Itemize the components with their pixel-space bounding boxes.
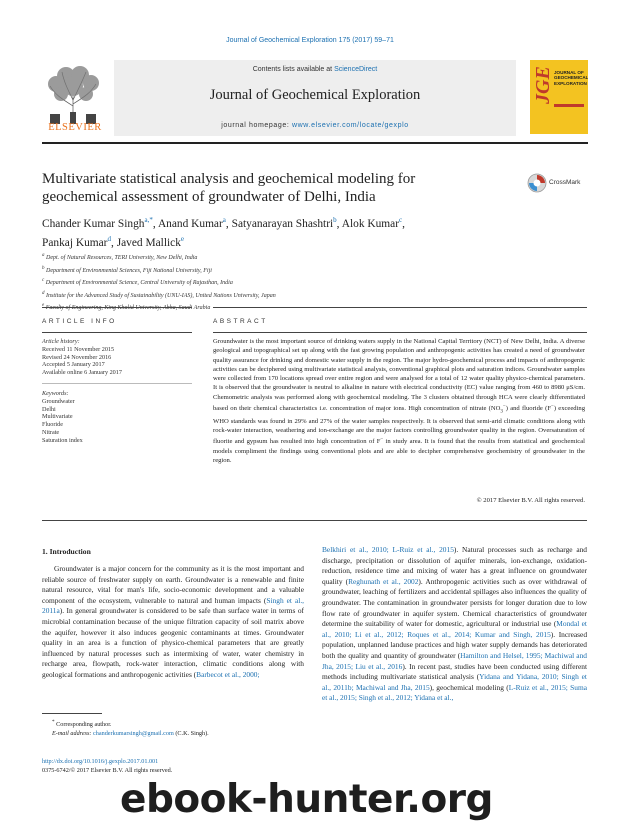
author-affil-link[interactable]: b: [333, 216, 337, 224]
citation-link[interactable]: L-Ruiz et al., 2015; Suma et al., 2015; Singh et al., 2012; Yidana et al.,: [322, 682, 587, 703]
abstract-nitrate-sup: −: [502, 404, 506, 410]
article-title: [42, 171, 512, 206]
affiliation-key: a: [42, 253, 45, 258]
history-item: Available online 6 January 2017: [42, 369, 122, 377]
journal-cover[interactable]: [530, 60, 588, 134]
article-info-divider: [42, 383, 192, 384]
journal-reference[interactable]: Journal of Geochemical Exploration 175 (2017) 59–71: [226, 37, 394, 44]
author-affil-link[interactable]: e: [180, 234, 185, 243]
citation-link[interactable]: Mondal et al., 2010; Li et al., 2012; Roques et al., 2014; Kumar and Singh, 2015: [322, 619, 587, 639]
abstract-fluoride-sup: −: [551, 404, 554, 410]
author-sep: ,: [402, 217, 405, 230]
author-affil-link[interactable]: a: [222, 216, 226, 224]
citation-link[interactable]: Barbecot et al., 2000;: [196, 669, 260, 679]
author-name: Anand Kumar: [157, 217, 223, 230]
intro-text: ). In general groundwater is considered to be safe than surface water in terms of microbial contamination because of the unique filtration capacity of soil matrix above the aquifer, however it also induces geogenic contaminants at times. Groundwater quality in an area is a function of physico-chemical parameters that are greatly influenced by natural processes such as intermixing of water, water chemistry in recharge area, flowpath, rock-water interaction, climatic conditions along with geological formations and anthropogenic activities (: [42, 606, 304, 679]
contents-line: [114, 66, 516, 73]
article-history: [42, 338, 192, 377]
affiliation-item: [42, 251, 442, 264]
masthead-banner: [114, 60, 516, 136]
crossmark-icon: [527, 173, 547, 193]
affiliation-text: Institute for the Advanced Study of Sustainability (UNU-IAS), United Nations University, Japan: [46, 292, 276, 299]
affiliation-text: Dept. of Natural Resources, TERI University, New Delhi, India: [46, 255, 198, 261]
elsevier-wordmark: ELSEVIER: [48, 122, 102, 133]
sciencedirect-link[interactable]: ScienceDirect: [334, 66, 378, 73]
author-list: [42, 213, 512, 251]
citation-link[interactable]: Hamilton and Helsel, 1995; Machiwal and Jha, 2015; Liu et al., 2016: [322, 650, 587, 671]
title-line-2: geochemical assessment of groundwater of Delhi, India: [42, 188, 376, 205]
keywords-label: Keywords:: [42, 390, 69, 397]
intro-text: ). Natural processes such as recharge and discharge, precipitation or dissolution of aquifer minerals, ion-exchange, oxidation-reduction, residence time and mixing of water has a great influence on groundwater quality (: [322, 545, 587, 586]
keyword: Saturation index: [42, 436, 83, 444]
affiliation-key: d: [42, 290, 45, 296]
abstract-text: [213, 337, 585, 466]
cover-abbrev: JGE: [532, 66, 554, 104]
email-label: E-mail address:: [52, 729, 94, 737]
affiliation-item: [42, 264, 442, 277]
abstract-rule-mid: [213, 332, 587, 333]
homepage-link[interactable]: www.elsevier.com/locate/gexplo: [291, 122, 409, 129]
affiliation-key: c: [42, 278, 45, 284]
citation-link[interactable]: Singh et al., 2011a: [42, 595, 305, 616]
author-name: Chander Kumar Singh: [42, 217, 145, 230]
article-info-rule-top: [42, 307, 192, 308]
title-line-1: Multivariate statistical analysis and geochemical modeling for: [42, 171, 416, 187]
intro-heading: 1. Introduction: [42, 547, 91, 556]
author-name: Alok Kumar: [341, 217, 399, 230]
affiliation-text: Faculty of Engineering, King Khalid University, Abha, Saudi Arabia: [45, 305, 211, 312]
author-affil-link[interactable]: d: [107, 234, 111, 243]
author-name: Satyanarayan Shashtri: [231, 217, 334, 230]
history-item: Received 11 November 2015: [42, 345, 115, 353]
footnote-rule: [42, 713, 102, 714]
affiliation-key: b: [42, 265, 45, 271]
abstract-copyright: © 2017 Elsevier B.V. All rights reserved.: [476, 497, 585, 504]
abstract-part: ) exceeding WHO standards was found in 29% and 27% of the water samples respectively. It is observed that semi-arid climatic conditions along with rock-water interaction, weathering and ion-exchange are the major factors controlling groundwater quality in the region. Oversaturation of fluorite and gypsum has resulted into high concentration of F: [213, 405, 586, 446]
footnote-corresponding: [52, 718, 302, 730]
intro-text: ). In recent past, studies have been conducted using different methods including multivariate statistical analysis (: [322, 661, 587, 682]
author-sep: ,: [336, 217, 342, 230]
footnote-email: [52, 730, 302, 739]
history-item: Accepted 5 January 2017: [42, 361, 105, 369]
keywords: [42, 390, 192, 445]
affiliation-text: Department of Environmental Sciences, Fiji National University, Fiji: [46, 267, 212, 274]
watermark: ebook-hunter.org: [120, 777, 493, 822]
history-item: Revised 24 November 2016: [42, 353, 112, 361]
abstract-part: ) and fluoride (: [505, 405, 548, 413]
abstract-part: in study area. It is found that the results from statistical and geochemical models compliment the findings using conventional plots and are able to decipher comprehensive geochemistry of groundwater in the region.: [213, 438, 585, 465]
contents-prefix: Contents lists available at: [252, 66, 335, 73]
keyword: Nitrate: [42, 428, 60, 436]
affiliation-item: [42, 301, 442, 314]
cover-bar: [554, 104, 584, 107]
crossmark-label: CrossMark: [549, 179, 581, 186]
abstract-part: Groundwater is the most important source of drinking waters supply in the National Capital Territory (NCT) of New Delhi, India. A diverse geological and topographical set up along with the fast growing population and anthropogenic activities has created a need of groundwater quality assurance for drinking and domestic water supply in the region. The major hydro-geochemical process and impacts of anthropogenic activities can be deciphered using multivariate statistical analysis, conventional graphical plots and saturation indices. Groundwater samples were collected from 170 locations spread over entire region and were analysed for a total of 12 water quality physico-chemical parameters. It is observed that the groundwater is neutral to alkaline in nature with electrical conductivity (EC) value ranging from 460 to 8980 μS/cm. Chemometric analysis was performed along with geochemical modeling. The 3 clusters obtained through HCA were clearly differentiated based on their chemical characteristics i.e. concentration of major ions. High concentration of nitrate (: [213, 338, 585, 413]
author-sep: ,: [152, 217, 158, 230]
abstract-rule-top: [213, 307, 587, 308]
email-suffix: (C.K. Singh).: [173, 729, 209, 737]
keyword: Fluoride: [42, 421, 63, 429]
crossmark-badge[interactable]: [527, 173, 587, 193]
abstract-heading: ABSTRACT: [213, 318, 268, 325]
author-name: Pankaj Kumar: [42, 236, 108, 249]
footnote: [52, 718, 302, 738]
affiliation-key: e: [42, 303, 45, 309]
footnote-corresponding-text: Corresponding author.: [56, 721, 112, 729]
intro-text: ). Anthropogenic activities such as over withdrawal of groundwater, leaching of fertilizers and accidental spillages also influences the quality of groundwater. The contamination in groundwater persists for longer duration due to low flow rate of groundwater in aquifer system. Chemical characteristics of groundwater determine the suitability of water for domestic, agricultural or industrial use (: [322, 576, 587, 629]
intro-text: Groundwater is a major concern for the community as it is the most important and reliable source of freshwater supply on earth. Groundwater is a renewable and finite natural resource, vital for man's life, socio-economic development and a valuable component of the ecosystem, vulnerable to natural and human impacts (: [42, 564, 304, 605]
citation-link[interactable]: Yidana and Yidana, 2010; Singh et al., 2011b; Machiwal and Jha, 2015: [322, 672, 587, 692]
abstract-nitrate: NO: [490, 405, 501, 413]
keyword: Groundwater: [42, 397, 75, 405]
affiliation-item: [42, 276, 442, 289]
email-link[interactable]: chanderkumarsingh@gmail.com: [93, 729, 174, 737]
keyword: Delhi: [42, 405, 56, 413]
author-sep: ,: [110, 236, 117, 249]
citation-link[interactable]: Belkhiri et al., 2010; L-Ruiz et al., 2015: [322, 545, 454, 554]
affiliation-list: [42, 251, 442, 314]
keyword: Multivariate: [42, 413, 73, 421]
citation-link[interactable]: Reghunath et al., 2002: [348, 576, 419, 586]
front-matter-rule: [42, 520, 587, 521]
author-affil-link[interactable]: c: [399, 216, 403, 224]
author-sep: ,: [225, 217, 232, 230]
intro-left-column: [42, 564, 304, 681]
intro-text: ), geochemical modeling (: [429, 682, 509, 692]
cover-title: JOURNAL OF GEOCHEMICAL EXPLORATION: [554, 70, 588, 86]
masthead-rule: [42, 142, 588, 144]
footnote-marker: *: [52, 719, 55, 725]
history-label: Article history:: [42, 338, 80, 345]
article-info-heading: ARTICLE INFO: [42, 318, 117, 325]
issn-line: 0375-6742/© 2017 Elsevier B.V. All rights reserved.: [42, 766, 173, 774]
intro-right-column: [322, 545, 587, 704]
intro-text: ). Increased population, unplanned landuse practices and high water supply demands has deteriorated both the quality and quantity of groundwater (: [322, 629, 588, 660]
doi-link[interactable]: http://dx.doi.org/10.1016/j.gexplo.2017.01.001: [42, 758, 159, 765]
author-name: Javed Mallick: [116, 236, 181, 249]
masthead: [42, 60, 588, 138]
doi-block: [42, 758, 172, 775]
article-info-rule-mid: [42, 332, 192, 333]
journal-title: Journal of Geochemical Exploration: [209, 87, 421, 103]
homepage-prefix: journal homepage:: [221, 122, 292, 129]
affiliation-item: [42, 289, 442, 302]
abstract-nitrate-sub: 3: [500, 409, 503, 415]
abstract-fluoride-sup: −: [380, 437, 384, 443]
homepage-line: [114, 122, 516, 129]
author-affil-link[interactable]: a,*: [144, 216, 153, 224]
affiliation-text: Department of Environmental Science, Central University of Rajasthan, India: [45, 280, 233, 287]
abstract-fluoride: F: [547, 405, 551, 413]
